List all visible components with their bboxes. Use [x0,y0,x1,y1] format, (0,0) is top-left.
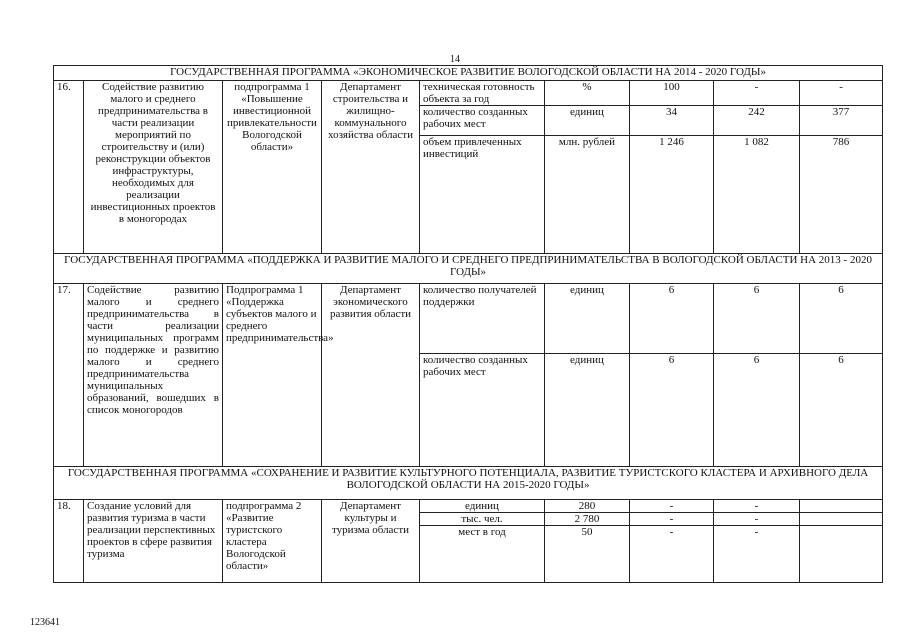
indicator-name: техническая готовность объекта за год [420,81,545,106]
indicator-value-3: 6 [800,354,883,467]
program-header-row [54,66,883,81]
executor-cell: Департамент строительства и жилищно-коммунального хозяйства области [322,81,420,254]
empty-cell [800,500,883,513]
document-id: 123641 [30,617,60,628]
indicator-value-2: 1 082 [714,136,800,254]
indicator-unit: тыс. чел. [420,513,545,526]
indicator-unit: единиц [545,354,630,467]
indicator-name: количество созданных рабочих мест [420,354,545,467]
row-number: 18. [54,500,84,583]
indicator-value-3: - [800,81,883,106]
subprogram-cell: подпрограмма 1 «Повышение инвестиционной привлекательности Вологодской области» [223,81,322,254]
program-title: ГОСУДАРСТВЕННАЯ ПРОГРАММА «ПОДДЕРЖКА И РАЗВИТИЕ МАЛОГО И СРЕДНЕГО ПРЕДПРИНИМАТЕЛЬСТВА В ВОЛОГОДСКОЙ ОБЛАСТИ НА 2013 - 2020 ГОДЫ» [54,254,883,284]
indicator-value-1: 100 [630,81,714,106]
indicator-value-1: 2 780 [545,513,630,526]
indicator-value-3: - [714,513,800,526]
subprogram-cell: Подпрограмма 1 «Поддержка субъектов малого и среднего предпринимательства» [223,284,322,467]
table-row [54,81,883,106]
indicator-unit: единиц [545,284,630,354]
activity-cell: Содействие развитию малого и среднего предпринимательства в части реализации мероприятий по строительству и (или) реконструкции объектов инфраструктуры, необходимых для реализации инвестиционных проектов в моногородах [84,81,223,254]
table-row [54,500,883,513]
indicator-value-1: 280 [545,500,630,513]
indicator-value-2: 242 [714,106,800,136]
table-row [54,284,883,354]
program-header-row [54,254,883,284]
indicator-unit: мест в год [420,526,545,583]
row-number: 17. [54,284,84,467]
executor-cell: Департамент культуры и туризма области [322,500,420,583]
indicator-unit: % [545,81,630,106]
program-title: ГОСУДАРСТВЕННАЯ ПРОГРАММА «СОХРАНЕНИЕ И РАЗВИТИЕ КУЛЬТУРНОГО ПОТЕНЦИАЛА, РАЗВИТИЕ ТУРИСТСКОГО КЛАСТЕРА И АРХИВНОГО ДЕЛА ВОЛОГОДСКОЙ ОБЛАСТИ НА 2015-2020 ГОДЫ» [54,467,883,500]
indicator-name: объем привлеченных инвестиций [420,136,545,254]
indicator-value-3: 6 [800,284,883,354]
indicator-value-1: 50 [545,526,630,583]
indicator-value-3: - [714,526,800,583]
program-title: ГОСУДАРСТВЕННАЯ ПРОГРАММА «ЭКОНОМИЧЕСКОЕ РАЗВИТИЕ ВОЛОГОДСКОЙ ОБЛАСТИ НА 2014 - 2020 ГОДЫ» [54,66,883,81]
row-number: 16. [54,81,84,254]
indicator-value-1: 1 246 [630,136,714,254]
indicator-value-2: 6 [714,354,800,467]
empty-cell [800,526,883,583]
empty-cell [800,513,883,526]
executor-cell: Департамент экономического развития области [322,284,420,467]
page-number: 14 [450,54,460,65]
indicator-value-3: 786 [800,136,883,254]
indicator-unit: единиц [545,106,630,136]
indicator-value-2: - [630,513,714,526]
indicator-value-2: 6 [714,284,800,354]
indicator-name: количество получателей поддержки [420,284,545,354]
indicator-value-1: 34 [630,106,714,136]
activity-cell: Создание условий для развития туризма в части реализации перспективных проектов в сфере развития туризма [84,500,223,583]
activity-cell: Содействие развитию малого и среднего предпринимательства в части реализации муниципальных программ по поддержке и развитию малого и среднего предпринимательства муниципальных образований, вошедших в список моногородов [84,284,223,467]
indicator-value-3: 377 [800,106,883,136]
indicator-unit: млн. рублей [545,136,630,254]
subprogram-cell: подпрограмма 2 «Развитие туристского кластера Вологодской области» [223,500,322,583]
indicators-table [53,65,883,583]
indicator-name: количество созданных рабочих мест [420,106,545,136]
indicator-value-2: - [714,81,800,106]
program-header-row [54,467,883,500]
indicator-value-1: 6 [630,354,714,467]
indicator-value-2: - [630,500,714,513]
indicator-value-1: 6 [630,284,714,354]
indicator-value-2: - [630,526,714,583]
indicator-unit: единиц [420,500,545,513]
indicator-value-3: - [714,500,800,513]
